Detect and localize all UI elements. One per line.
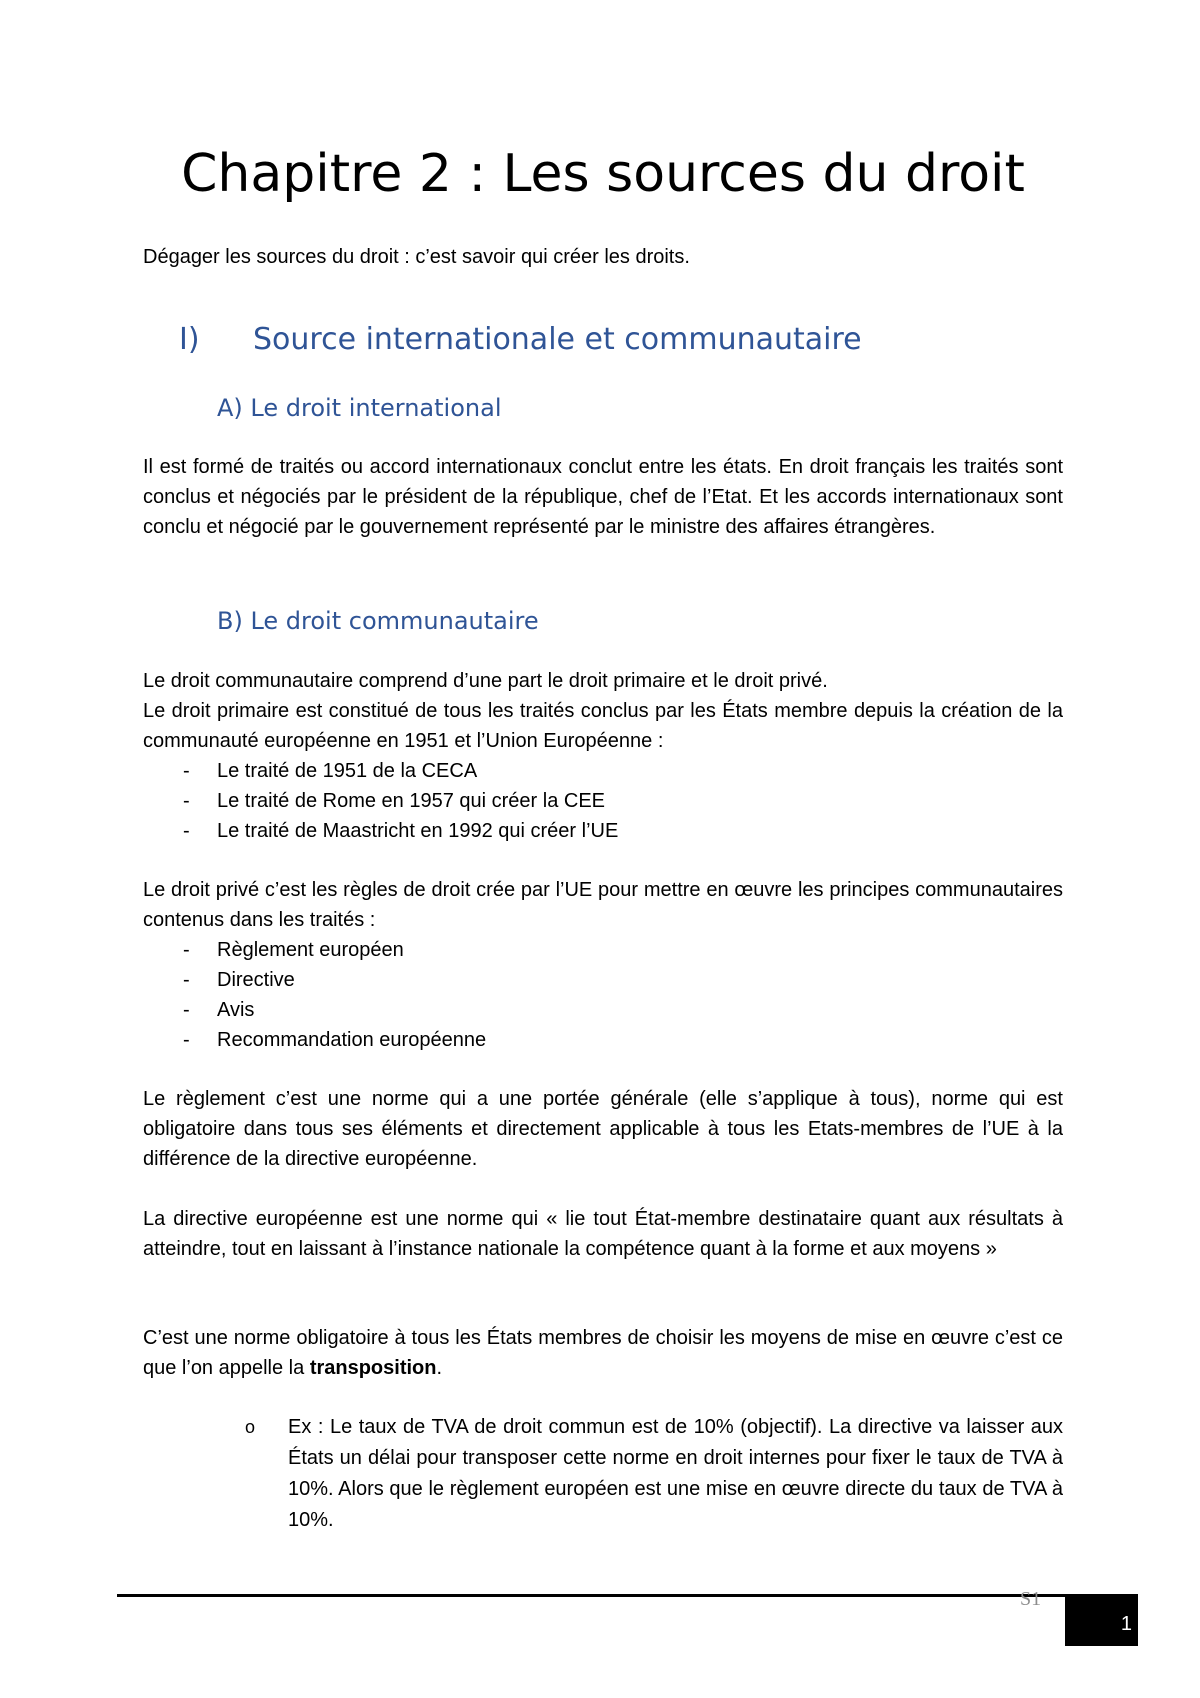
dash-bullet: - <box>183 969 190 991</box>
intro-paragraph: Dégager les sources du droit : c’est savoir qui créer les droits. <box>143 246 690 268</box>
page-number: 1 <box>1120 1613 1132 1635</box>
section-b-body-2 <box>143 875 1063 1055</box>
circle-bullet-icon: o <box>245 1417 256 1437</box>
dash-bullet: - <box>183 939 190 961</box>
paragraph-directive: La directive européenne est une norme qui « lie tout État-membre destinataire quant aux résultats à atteindre, tout en laissant à l’instance nationale la compétence quant à la forme et aux moyens » <box>143 1208 1063 1260</box>
page-number-box <box>1065 1594 1138 1646</box>
example-text: Ex : Le taux de TVA de droit commun est de 10% (objectif). La directive va laisser aux États un délai pour transposer cette norme en droit internes pour fixer le taux de TVA à 10%. Alors que le règlement européen est une mise en œuvre directe du taux de TVA à 10%. <box>288 1416 1063 1531</box>
section-heading-1 <box>179 320 862 360</box>
list-item: - Avis <box>143 995 1063 1025</box>
section-b-body-4 <box>143 1204 1063 1264</box>
section-b-body-3 <box>143 1084 1063 1174</box>
footer-rule <box>117 1594 1065 1597</box>
list-item: - Le traité de Maastricht en 1992 qui créer l’UE <box>143 816 1063 846</box>
section-b-body-1 <box>143 666 1063 846</box>
section-a-body <box>143 452 1063 542</box>
subheading-a: A) Le droit international <box>217 394 502 422</box>
paragraph-transposition: C’est une norme obligatoire à tous les États membres de choisir les moyens de mise en œuvre c’est ce que l’on appelle la transposition. <box>143 1327 1063 1379</box>
section-b-body-5 <box>143 1323 1063 1383</box>
acts-list <box>143 935 1063 1055</box>
dash-bullet: - <box>183 790 190 812</box>
list-item: - Le traité de 1951 de la CECA <box>143 756 1063 786</box>
dash-bullet: - <box>183 820 190 842</box>
dash-bullet: - <box>183 1029 190 1051</box>
treaties-list <box>143 756 1063 846</box>
paragraph-reglement: Le règlement c’est une norme qui a une portée générale (elle s’applique à tous), norme qui est obligatoire dans tous ses éléments et directement applicable à tous les Etats-membres de l’UE à la différence de la directive européenne. <box>143 1088 1063 1170</box>
list-item: - Le traité de Rome en 1957 qui créer la CEE <box>143 786 1063 816</box>
footer-label: S1 <box>1020 1588 1042 1610</box>
bold-term: transposition <box>309 1357 437 1379</box>
subheading-b: B) Le droit communautaire <box>217 607 539 635</box>
list-item: - Directive <box>143 965 1063 995</box>
example-item <box>245 1412 1063 1536</box>
dash-bullet: - <box>183 999 190 1021</box>
section-number: I) <box>179 322 200 357</box>
chapter-title: Chapitre 2 : Les sources du droit <box>181 144 1025 204</box>
list-item: - Recommandation européenne <box>143 1025 1063 1055</box>
paragraph-droit-international: Il est formé de traités ou accord internationaux conclut entre les états. En droit français les traités sont conclus et négociés par le président de la république, chef de l’Etat. Et les accords internationaux sont conclu et négocié par le gouvernement représenté par le ministre des affaires étrangères. <box>143 456 1063 538</box>
list-item: - Règlement européen <box>143 935 1063 965</box>
paragraph-droit-primaire: Le droit primaire est constitué de tous les traités conclus par les États membre depuis la création de la communauté européenne en 1951 et l’Union Européenne : <box>143 700 1063 752</box>
section-title: Source internationale et communautaire <box>253 322 862 357</box>
dash-bullet: - <box>183 760 190 782</box>
paragraph-droit-prive: Le droit privé c’est les règles de droit crée par l’UE pour mettre en œuvre les principes communautaires contenus dans les traités : <box>143 879 1063 931</box>
paragraph-droit-communautaire: Le droit communautaire comprend d’une part le droit primaire et le droit privé. <box>143 670 828 692</box>
